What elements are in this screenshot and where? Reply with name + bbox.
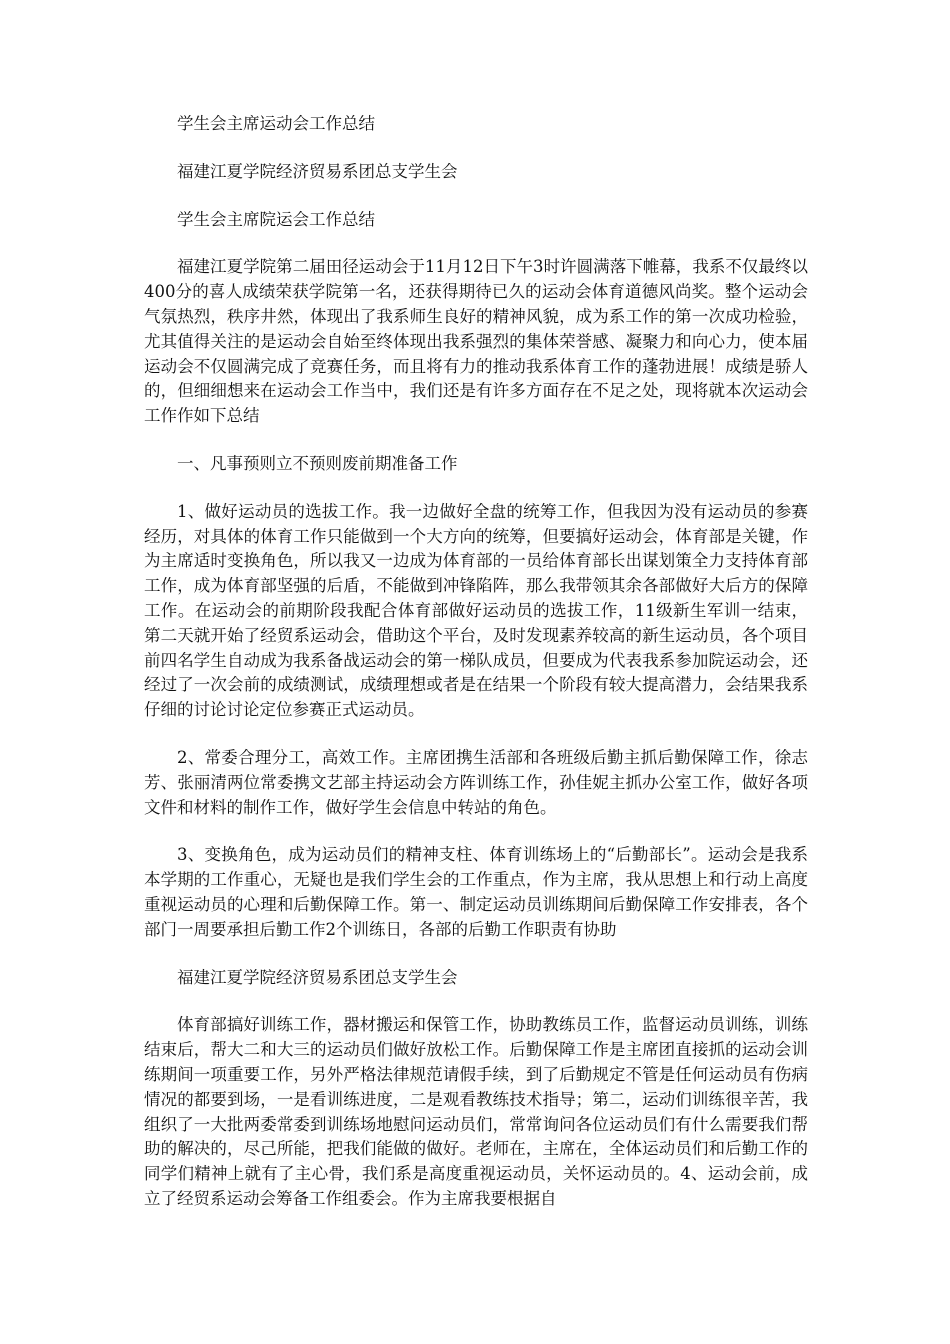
item-paragraph-2: 2、常委合理分工，高效工作。主席团携生活部和各班级后勤主抓后勤保障工作，徐志芳、张丽清两位常委携文艺部主持运动会方阵训练工作，孙佳妮主抓办公室工作，做好各项文件和材料的制作工作，做好学生会信息中转站的角色。 bbox=[144, 747, 808, 817]
document-page bbox=[144, 112, 808, 1235]
intro-paragraph: 福建江夏学院第二届田径运动会于11月12日下午3时许圆满落下帷幕，我系不仅最终以400分的喜人成绩荣获学院第一名，还获得期待已久的运动会体育道德风尚奖。整个运动会气氛热烈，秩序井然，体现出了我系师生良好的精神风貌，成为系工作的第一次成功检验，尤其值得关注的是运动会自始至终体现出我系强烈的集体荣誉感、凝聚力和向心力，使本届运动会不仅圆满完成了竞赛任务，而且将有力的推动我系体育工作的蓬勃进展！成绩是骄人的，但细细想来在运动会工作当中，我们还是有许多方面存在不足之处，现将就本次运动会工作作如下总结 bbox=[144, 257, 808, 426]
organization-name: 福建江夏学院经济贸易系团总支学生会 bbox=[177, 161, 458, 181]
organization-name-repeat: 福建江夏学院经济贸易系团总支学生会 bbox=[177, 967, 458, 987]
document-subtitle: 学生会主席院运会工作总结 bbox=[177, 209, 375, 229]
document-title: 学生会主席运动会工作总结 bbox=[177, 114, 375, 133]
item-paragraph-1: 1、做好运动员的选拔工作。我一边做好全盘的统筹工作，但我因为没有运动员的参赛经历，对具体的体育工作只能做到一个大方向的统筹，但要搞好运动会，体育部是关键，作为主席适时变换角色，所以我又一边成为体育部的一员给体育部长出谋划策全力支持体育部工作，成为体育部坚强的后盾，不能做到冲锋陷阵，那么我带领其余各部做好大后方的保障工作。在运动会的前期阶段我配合体育部做好运动员的选拔工作，11级新生军训一结束，第二天就开始了经贸系运动会，借助这个平台，及时发现素养较高的新生运动员，各个项目前四名学生自动成为我系备战运动会的第一梯队成员，但要成为代表我系参加院运动会，还经过了一次会前的成绩测试，成绩理想或者是在结果一个阶段有较大提高潜力，会结果我系仔细的讨论讨论定位参赛正式运动员。 bbox=[144, 501, 808, 720]
continuation-paragraph: 体育部搞好训练工作，器材搬运和保管工作，协助教练员工作，监督运动员训练，训练结束后，帮大二和大三的运动员们做好放松工作。后勤保障工作是主席团直接抓的运动会训练期间一项重要工作，另外严格法律规范请假手续，到了后勤规定不管是任何运动员有伤病情况的都要到场，一是看训练进度，二是观看教练技术指导；第二，运动们训练很辛苦，我组织了一大批两委常委到训练场地慰问运动员们，常常询问各位运动员们有什么需要我们帮助的解决的，尽己所能，把我们能做的做好。老师在，主席在，全体运动员们和后勤工作的同学们精神上就有了主心骨，我们系是高度重视运动员，关怀运动员的。4、运动会前，成立了经贸系运动会筹备工作组委会。作为主席我要根据自 bbox=[144, 1015, 808, 1208]
item-paragraph-3: 3、变换角色，成为运动员们的精神支柱、体育训练场上的“后勤部长”。运动会是我系本学期的工作重心，无疑也是我们学生会的工作重点，作为主席，我从思想上和行动上高度重视运动员的心理和后勤保障工作。第一、制定运动员训练期间后勤保障工作安排表，各个部门一周要承担后勤工作2个训练日，各部的后勤工作职责有协助 bbox=[144, 845, 808, 939]
section-heading-1: 一、凡事预则立不预则废前期准备工作 bbox=[177, 453, 458, 473]
